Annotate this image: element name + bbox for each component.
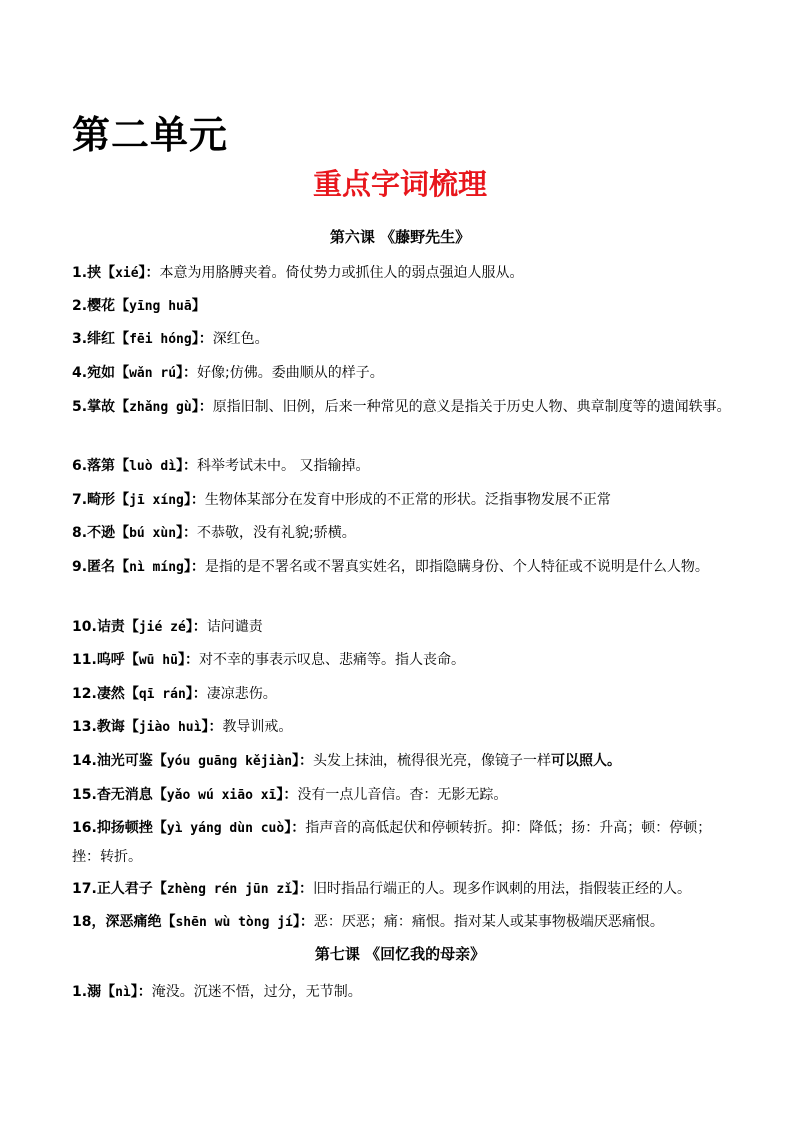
vocab-entry: 15.杳无消息【yǎo wú xiāo xī】：没有一点儿音信。杳：无影无踪。	[72, 787, 508, 803]
vocab-entry: 5.掌故【zhǎng gù】：原指旧制、旧例，后来一种常见的意义是指关于历史人物、典章制度等的遗闻轶事。	[72, 399, 731, 415]
vocab-entry: 12.凄然【qī rán】：凄凉悲伤。	[72, 686, 277, 702]
vocab-entry: 9.匿名【nì míng】：是指的是不署名或不署真实姓名，即指隐瞒身份、个人特征或不说明是什么人物。	[72, 559, 709, 575]
vocab-entry: 16.抑扬顿挫【yì yáng dùn cuò】：指声音的高低起伏和停顿转折。抑：降低；扬：升高；顿：停顿；挫：转折。	[72, 820, 712, 865]
vocab-entry: 8.不逊【bú xùn】：不恭敬，没有礼貌;骄横。	[72, 525, 356, 541]
vocab-entry: 3.绯红【fēi hóng】：深红色。	[72, 331, 269, 347]
vocab-entry: 14.油光可鉴【yóu guāng kějiàn】：头发上抹油，梳得很光亮，像镜子一样可以照人。	[72, 753, 622, 769]
vocab-entry: 11.呜呼【wū hū】：对不幸的事表示叹息、悲痛等。指人丧命。	[72, 652, 465, 668]
lesson-heading-7: 第七课 《回忆我的母亲》	[314, 945, 486, 963]
vocab-entry: 2.樱花【yīng huā】	[72, 298, 206, 314]
unit-title: 第二单元	[72, 113, 229, 157]
vocab-entry: 13.教诲【jiào huì】：教导训戒。	[72, 719, 293, 735]
vocab-entry: 17.正人君子【zhèng rén jūn zǐ】：旧时指品行端正的人。现多作讽刺的用法，指假装正经的人。	[72, 881, 692, 897]
vocab-entry: 1.挟【xié】：本意为用胳膊夹着。倚仗势力或抓住人的弱点强迫人服从。	[72, 265, 524, 281]
section-title	[0, 162, 800, 203]
vocab-entry: 10.诘责【jié zé】：诘问谴责	[72, 619, 263, 635]
vocab-entry: 1.溺【nì】：淹没。沉迷不悟，过分，无节制。	[72, 984, 362, 1000]
section-title-text: 重点字词梳理	[312, 167, 487, 201]
vocab-entry: 7.畸形【jī xíng】：生物体某部分在发育中形成的不正常的形状。泛指事物发展不正常	[72, 492, 611, 508]
vocab-entry: 6.落第【luò dì】：科举考试未中。 又指输掉。	[72, 458, 370, 474]
vocab-entry: 4.宛如【wǎn rú】：好像;仿佛。委曲顺从的样子。	[72, 365, 384, 381]
lesson-heading-6: 第六课 《藤野先生》	[329, 228, 471, 246]
vocab-entry: 18，深恶痛绝【shēn wù tòng jí】：恶：厌恶；痛：痛恨。指对某人或某事物极端厌恶痛恨。	[72, 914, 664, 930]
